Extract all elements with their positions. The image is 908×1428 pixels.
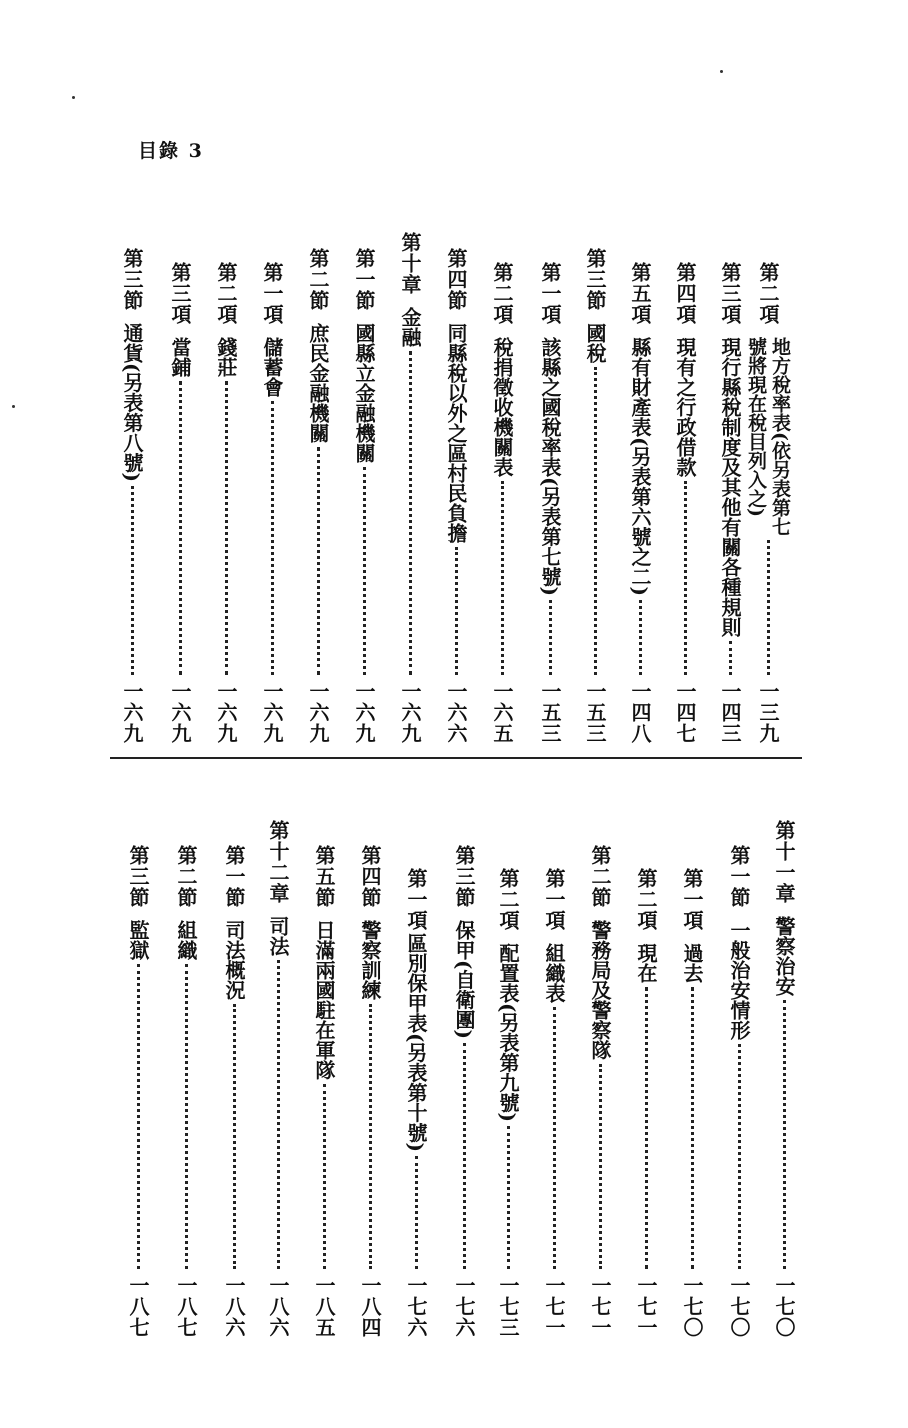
leader-dots	[225, 381, 228, 675]
entry-page-number: 一七一	[542, 1275, 566, 1338]
leader-dots	[594, 367, 597, 675]
leader-dots	[729, 641, 732, 675]
toc-entry	[358, 845, 382, 1338]
entry-page-number: 一六九	[260, 681, 284, 744]
toc-entry	[444, 248, 468, 744]
toc-entry	[588, 845, 612, 1338]
leader-dots	[233, 1004, 236, 1269]
toc-entry	[306, 248, 330, 744]
entry-title: 配置表(另表第九號)	[496, 943, 520, 1122]
entry-title: 縣有財產表(另表第六號之二)	[628, 337, 652, 596]
scan-speck	[72, 96, 75, 99]
entry-page-number: 一七六	[404, 1275, 428, 1338]
entry-title: 金融	[398, 307, 422, 347]
entry-label: 第四節	[444, 248, 468, 311]
entry-page-number: 一八七	[126, 1275, 150, 1338]
entry-label: 第四項	[673, 262, 697, 325]
entry-label: 第二項	[634, 868, 658, 931]
entry-title: 國縣立金融機關	[352, 323, 376, 463]
entry-label: 第十一章	[772, 820, 796, 904]
toc-entry	[542, 868, 566, 1338]
scan-speck	[720, 70, 723, 73]
entry-page-number: 一七〇	[680, 1275, 704, 1338]
leader-dots	[185, 964, 188, 1269]
leader-dots	[507, 1126, 510, 1269]
entry-page-number: 一四三	[718, 681, 742, 744]
entry-title: 監獄	[126, 920, 150, 960]
leader-dots	[463, 1043, 466, 1269]
entry-title: 警務局及警察隊	[588, 920, 612, 1060]
entry-page-number: 一三九	[756, 681, 780, 744]
toc-entry	[120, 248, 144, 744]
leader-dots	[455, 547, 458, 675]
entry-page-number: 一五三	[583, 681, 607, 744]
entry-label: 第十二章	[266, 820, 290, 904]
toc-entry	[727, 845, 751, 1338]
leader-dots	[553, 1007, 556, 1269]
entry-title: 國稅	[583, 323, 607, 363]
entry-page-number: 一七〇	[727, 1275, 751, 1338]
header-title: 目錄	[138, 140, 181, 162]
leader-dots	[137, 964, 140, 1269]
entry-label: 第五項	[628, 262, 652, 325]
toc-entry	[673, 262, 697, 744]
leader-dots	[639, 600, 642, 675]
entry-title: 司法概況	[222, 920, 246, 1000]
entry-label: 第四節	[358, 845, 382, 908]
entry-label: 第十章	[398, 232, 422, 295]
entry-label: 第一項	[538, 262, 562, 325]
leader-dots	[317, 447, 320, 675]
scan-speck	[12, 405, 15, 408]
entry-title-line: 地方稅率表(依另表第七	[769, 337, 791, 536]
entry-title-line: 號將現在稅目列入之)	[745, 337, 767, 517]
entry-title: 錢莊	[214, 337, 238, 377]
entry-page-number: 一六九	[306, 681, 330, 744]
toc-entry	[404, 868, 428, 1338]
toc-entry	[126, 845, 150, 1338]
entry-title: 區別保甲表(另表第十號)	[404, 933, 428, 1152]
leader-dots	[549, 600, 552, 675]
toc-entry	[628, 262, 652, 744]
entry-title: 庶民金融機關	[306, 323, 330, 443]
entry-title: 通貨(另表第八號)	[120, 323, 144, 482]
entry-label: 第二項	[756, 262, 780, 325]
toc-entry	[452, 845, 476, 1338]
leader-dots	[363, 467, 366, 675]
entry-label: 第一項	[260, 262, 284, 325]
toc-entry	[718, 262, 742, 744]
toc-entry	[634, 868, 658, 1338]
toc-entry	[312, 845, 336, 1338]
leader-dots	[645, 987, 648, 1269]
entry-title: 過去	[680, 943, 704, 983]
leader-dots	[783, 1000, 786, 1269]
entry-page-number: 一六九	[214, 681, 238, 744]
entry-label: 第二項	[214, 262, 238, 325]
entry-page-number: 一七六	[452, 1275, 476, 1338]
entry-page-number: 一七〇	[772, 1275, 796, 1338]
entry-label: 第五節	[312, 845, 336, 908]
entry-page-number: 一七一	[634, 1275, 658, 1338]
leader-dots	[277, 960, 280, 1269]
toc-entry	[168, 262, 192, 744]
entry-label: 第三節	[452, 845, 476, 908]
entry-title	[744, 337, 792, 536]
entry-page-number: 一六九	[352, 681, 376, 744]
toc-entry	[222, 845, 246, 1338]
entry-label: 第三節	[126, 845, 150, 908]
entry-label: 第二項	[496, 868, 520, 931]
entry-title: 同縣稅以外之區村民負擔	[444, 323, 468, 543]
toc-entry	[260, 262, 284, 744]
entry-label: 第三節	[120, 248, 144, 311]
entry-page-number: 一八五	[312, 1275, 336, 1338]
leader-dots	[323, 1084, 326, 1269]
entry-label: 第一節	[352, 248, 376, 311]
entry-page-number: 一四八	[628, 681, 652, 744]
entry-title: 組織	[174, 920, 198, 960]
entry-label: 第一項	[680, 868, 704, 931]
leader-dots	[415, 1156, 418, 1269]
entry-page-number: 一八六	[266, 1275, 290, 1338]
entry-label: 第三項	[168, 262, 192, 325]
toc-entry	[680, 868, 704, 1338]
entry-title: 現在	[634, 943, 658, 983]
leader-dots	[179, 381, 182, 675]
leader-dots	[767, 540, 770, 675]
entry-label: 第二節	[174, 845, 198, 908]
leader-dots	[691, 987, 694, 1269]
entry-page-number: 一七三	[496, 1275, 520, 1338]
entry-page-number: 一四七	[673, 681, 697, 744]
leader-dots	[409, 351, 412, 675]
toc-entry	[583, 248, 607, 744]
toc-entry	[174, 845, 198, 1338]
entry-title: 日滿兩國駐在軍隊	[312, 920, 336, 1080]
toc-entry	[352, 248, 376, 744]
entry-page-number: 一六五	[490, 681, 514, 744]
entry-label: 第一項	[404, 868, 428, 931]
entry-title: 司法	[266, 916, 290, 956]
toc-entry	[214, 262, 238, 744]
leader-dots	[131, 486, 134, 675]
entry-label: 第一節	[222, 845, 246, 908]
entry-label: 第二節	[588, 845, 612, 908]
divider-line	[110, 757, 802, 759]
entry-label: 第二項	[490, 262, 514, 325]
entry-page-number: 一八七	[174, 1275, 198, 1338]
leader-dots	[369, 1004, 372, 1269]
page-header	[138, 136, 204, 163]
entry-label: 第二節	[306, 248, 330, 311]
leader-dots	[599, 1064, 602, 1269]
entry-title: 警察訓練	[358, 920, 382, 1000]
toc-entry	[266, 820, 290, 1338]
toc-entry	[490, 262, 514, 744]
leader-dots	[684, 481, 687, 675]
toc-entry	[538, 262, 562, 744]
leader-dots	[271, 401, 274, 675]
entry-page-number: 一八四	[358, 1275, 382, 1338]
entry-title: 警察治安	[772, 916, 796, 996]
entry-page-number: 一六六	[444, 681, 468, 744]
entry-title: 稅捐徵收機關表	[490, 337, 514, 477]
entry-title: 該縣之國稅率表(另表第七號)	[538, 337, 562, 596]
entry-label: 第三項	[718, 262, 742, 325]
entry-title: 現行縣稅制度及其他有關各種規則	[718, 337, 742, 637]
entry-title: 當鋪	[168, 337, 192, 377]
entry-title: 一般治安情形	[727, 920, 751, 1040]
entry-title: 組織表	[542, 943, 566, 1003]
leader-dots	[501, 481, 504, 675]
entry-title: 儲蓄會	[260, 337, 284, 397]
entry-title: 現有之行政借款	[673, 337, 697, 477]
toc-entry	[496, 868, 520, 1338]
leader-dots	[738, 1044, 741, 1269]
entry-page-number: 一六九	[120, 681, 144, 744]
entry-page-number: 一六九	[168, 681, 192, 744]
entry-page-number: 一五三	[538, 681, 562, 744]
entry-label: 第三節	[583, 248, 607, 311]
toc-entry	[772, 820, 796, 1338]
header-page-number: 3	[188, 140, 204, 162]
entry-page-number: 一八六	[222, 1275, 246, 1338]
entry-label: 第一項	[542, 868, 566, 931]
toc-entry	[398, 232, 422, 744]
entry-page-number: 一七一	[588, 1275, 612, 1338]
entry-page-number: 一六九	[398, 681, 422, 744]
entry-title: 保甲(自衛團)	[452, 920, 476, 1039]
entry-label: 第一節	[727, 845, 751, 908]
toc-entry	[744, 262, 792, 744]
